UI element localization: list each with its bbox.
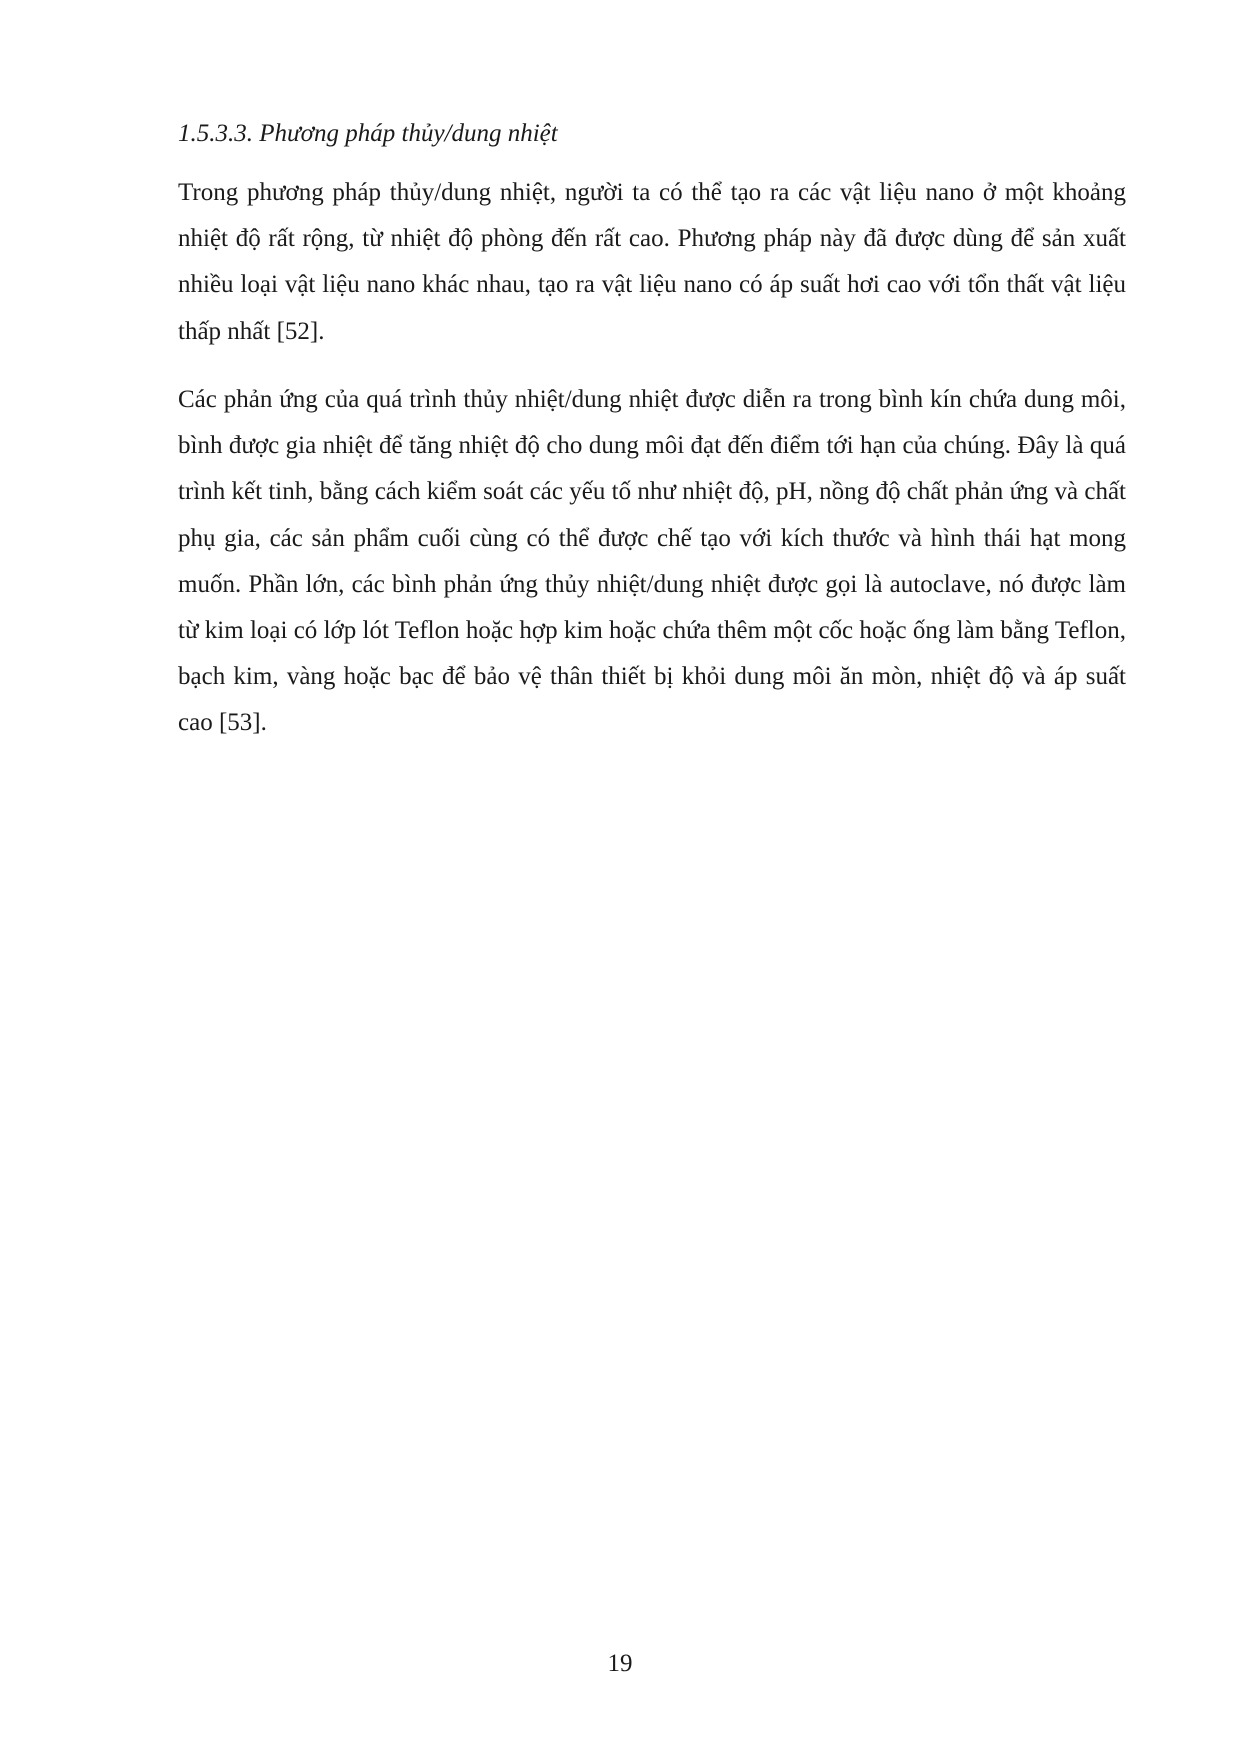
body-paragraph-1: Trong phương pháp thủy/dung nhiệt, người ta có thể tạo ra các vật liệu nano ở một khoảng nhiệt độ rất rộng, từ nhiệt độ phòng đến rất cao. Phương pháp này đã được dùng để sản xuất nhiều loại vật liệu nano khác nhau, tạo ra vật liệu nano có áp suất hơi cao với tổn thất vật liệu thấp nhất [52]. <box>178 179 1126 345</box>
body-paragraph-2: Các phản ứng của quá trình thủy nhiệt/dung nhiệt được diễn ra trong bình kín chứa dung môi, bình được gia nhiệt để tăng nhiệt độ cho dung môi đạt đến điểm tới hạn của chúng. Đây là quá trình kết tinh, bằng cách kiểm soát các yếu tố như nhiệt độ, pH, nồng độ chất phản ứng và chất phụ gia, các sản phẩm cuối cùng có thể được chế tạo với kích thước và hình thái hạt mong muốn. Phần lớn, các bình phản ứng thủy nhiệt/dung nhiệt được gọi là autoclave, nó được làm từ kim loại có lớp lót Teflon hoặc hợp kim hoặc chứa thêm một cốc hoặc ống làm bằng Teflon, bạch kim, vàng hoặc bạc để bảo vệ thân thiết bị khỏi dung môi ăn mòn, nhiệt độ và áp suất cao [53]. <box>178 386 1126 737</box>
section-heading: 1.5.3.3. Phương pháp thủy/dung nhiệt <box>178 120 558 147</box>
page-number: 19 <box>607 1650 633 1677</box>
